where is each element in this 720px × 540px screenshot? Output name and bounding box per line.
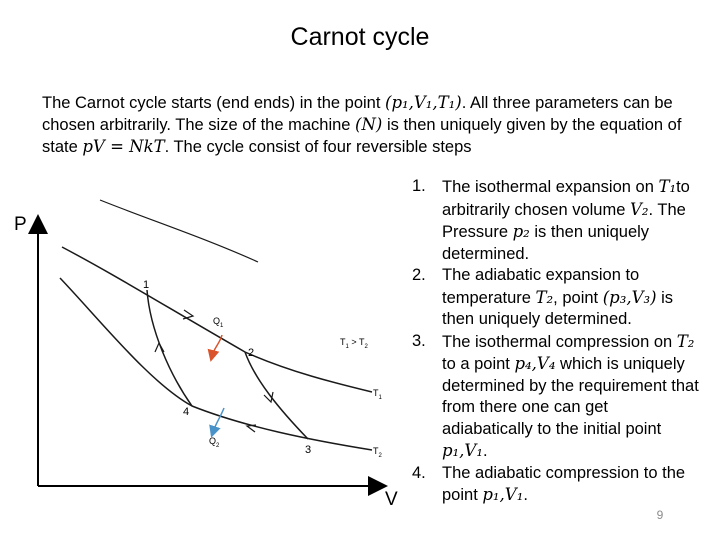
step-text: The isothermal compression on	[442, 332, 677, 351]
intro-equation-of-state: pV = NkT	[82, 137, 165, 156]
step-math: T₁	[658, 177, 677, 196]
page-number: 9	[656, 508, 664, 522]
step-text: is then uniquely determined.	[442, 223, 650, 263]
step-math: (p₃,V₃)	[602, 287, 657, 307]
x-axis-label: V	[385, 489, 398, 510]
step-item	[412, 176, 702, 265]
relation-left-sub: 1	[345, 344, 349, 350]
step-text: is then uniquely determined.	[442, 288, 674, 328]
step-item	[412, 463, 702, 507]
step-math: p₁,V₁	[442, 441, 483, 460]
point-label-4: 4	[183, 406, 190, 418]
intro-paragraph	[42, 92, 692, 158]
isotherm-high-label	[373, 388, 383, 401]
step-text: to arbitrarily chosen volume	[442, 178, 690, 219]
heat-out-arrow	[213, 408, 224, 432]
intro-machine-size: (N)	[355, 115, 383, 134]
point-label-3: 3	[305, 444, 312, 456]
step-number: 2.	[412, 266, 426, 284]
step-math: p₂	[512, 222, 530, 241]
step-number: 3.	[412, 331, 426, 350]
pv-diagram	[0, 195, 410, 515]
step-text: The isothermal expansion on	[442, 178, 659, 196]
intro-text-3: is then uniquely given by the equation of state	[42, 116, 682, 156]
isotherm-low-subscript: 2	[378, 453, 382, 459]
heat-out-symbol: Q	[209, 436, 217, 446]
upper-hyperbola-curve	[100, 200, 258, 262]
steps-list	[412, 176, 702, 507]
step-item	[412, 265, 702, 331]
step-text: . The Pressure	[442, 200, 686, 241]
step-text: .	[482, 442, 488, 460]
heat-out-subscript: 2	[216, 443, 220, 449]
step-math: p₁,V₁	[482, 485, 524, 504]
step-text: which is uniquely determined by the requirement that from there one can get adiabatically to the initial point	[442, 355, 699, 438]
step-item	[412, 331, 702, 463]
step-number: 4.	[412, 463, 426, 482]
heat-in-symbol: Q	[213, 316, 221, 326]
step-text: The adiabatic expansion to temperature	[442, 266, 640, 307]
relation-right: T	[358, 337, 365, 347]
step-number: 1.	[412, 177, 426, 195]
isotherm-high-symbol: T	[373, 388, 379, 398]
point-label-1: 1	[143, 279, 150, 291]
temperature-relation	[340, 337, 368, 350]
step-math: T₂	[535, 287, 554, 307]
heat-out-label	[209, 436, 220, 449]
relation-operator: >	[348, 337, 359, 347]
heat-in-arrow	[212, 335, 222, 356]
y-axis-label: P	[14, 214, 27, 235]
isotherm-low-symbol: T	[373, 446, 379, 456]
intro-text-1: The Carnot cycle starts (end ends) in the point	[42, 94, 386, 112]
relation-left: T	[340, 337, 346, 347]
intro-initial-point: (p₁,V₁,T₁)	[385, 93, 462, 112]
isotherm-low-label	[373, 446, 383, 459]
step-math: p₄,V₄	[514, 354, 556, 373]
step-text: .	[523, 486, 528, 504]
slide-title: Carnot cycle	[290, 23, 430, 51]
direction-arrow-4-1	[155, 343, 164, 352]
relation-right-sub: 2	[364, 344, 368, 350]
intro-text-4: . The cycle consist of four reversible steps	[164, 138, 472, 156]
point-label-2: 2	[248, 347, 255, 359]
isotherm-high-subscript: 1	[378, 395, 382, 401]
step-math: T₂	[676, 331, 695, 351]
step-text: The adiabatic compression to the point	[442, 463, 686, 504]
step-text: , point	[553, 288, 603, 307]
intro-text-2: . All three parameters can be chosen arbitrarily. The size of the machine	[42, 94, 673, 134]
heat-in-subscript: 1	[220, 323, 224, 329]
heat-in-label	[213, 316, 224, 329]
step-math: V₂	[630, 199, 649, 219]
step-text: to a point	[442, 355, 515, 373]
